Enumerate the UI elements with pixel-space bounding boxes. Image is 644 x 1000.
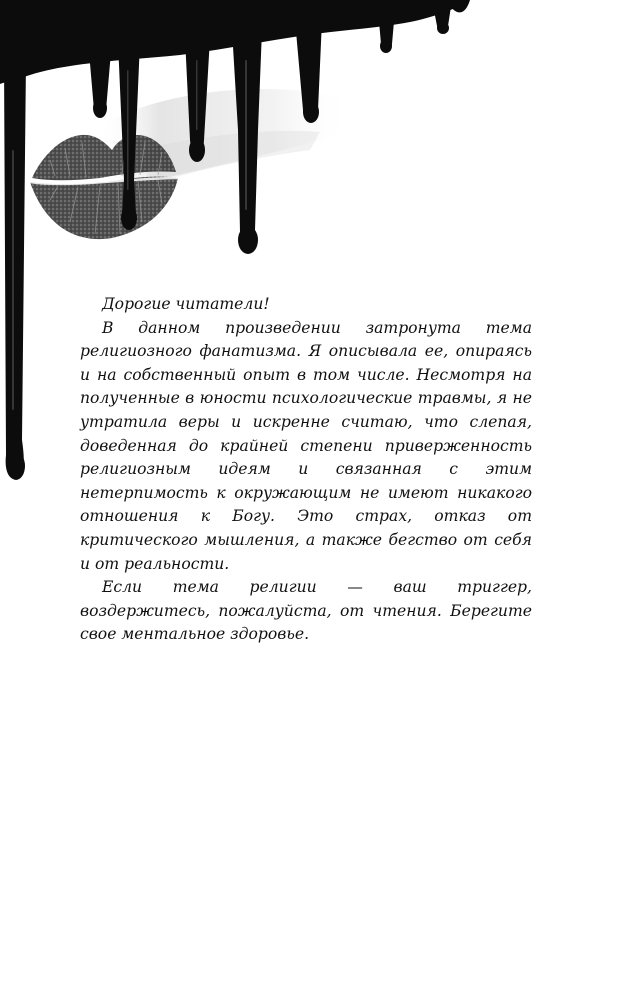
letter-to-readers <box>80 293 532 647</box>
letter-paragraph-1: В данном произведении затронута тема религиозного фанатизма. Я описывала ее, опираясь и на собственный опыт в том числе. Несмотря на полученные в юности психологические травмы, я не утратила веры и искренне считаю, что слепая, доведенная до крайней степени приверженность религиозным идеям и связанная с этим нетерпимость к окружающим не имеют никакого отношения к Богу. Это страх, отказ от критического мышления, а также бегство от себя и от реальности. <box>80 318 532 573</box>
letter-paragraph-2: Если тема религии — ваш триггер, воздержитесь, пожалуйста, от чтения. Берегите свое ментальное здоровье. <box>80 578 532 644</box>
letter-greeting: Дорогие читатели! <box>102 295 270 313</box>
lipstick-smear <box>96 89 352 191</box>
lipstick-kiss-icon <box>30 135 178 239</box>
